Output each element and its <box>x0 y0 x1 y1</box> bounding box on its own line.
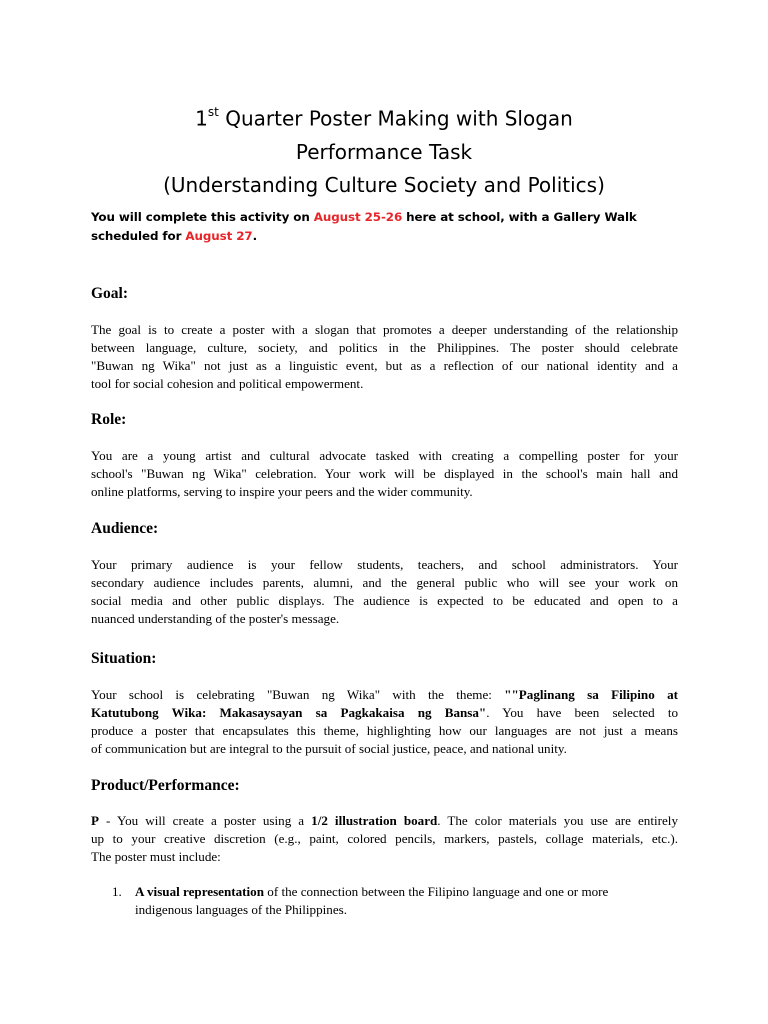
situation-line: of communication but are integral to the pursuit of social justice, peace, and national unity. <box>91 741 567 757</box>
title-line-2: Performance Task <box>295 139 473 164</box>
goal-line: "Buwan ng Wika" not just as a linguistic event, but as a reflection of our national identity and a <box>91 358 678 374</box>
situation-line <box>91 704 678 722</box>
role-line: school's "Buwan ng Wika" celebration. Your work will be displayed in the school's main hall and <box>91 466 678 482</box>
situation-heading: Situation: <box>91 650 157 667</box>
audience-heading: Audience: <box>91 520 159 537</box>
product-section <box>91 776 678 866</box>
audience-line: Your primary audience is your fellow students, teachers, and school administrators. Your <box>91 557 678 572</box>
intro-text-3: . <box>252 229 257 243</box>
situation-line <box>91 686 678 704</box>
title-number: 1 <box>195 106 208 131</box>
product-line <box>91 812 678 830</box>
theme-text: Katutubong Wika: Makasaysayan sa Pagkakaisa ng Bansa" <box>91 705 487 721</box>
product-text: . The color materials you use are entirely <box>437 813 678 828</box>
intro-schedule <box>91 208 691 246</box>
goal-heading: Goal: <box>91 285 129 302</box>
audience-paragraph <box>91 556 678 628</box>
product-label: P <box>91 813 99 828</box>
audience-line: nuanced understanding of the poster's message. <box>91 611 340 627</box>
product-line: up to your creative discretion (e.g., paint, colored pencils, markers, pastels, collage materials, etc.). <box>91 831 678 847</box>
product-line: The poster must include: <box>91 849 221 865</box>
gallery-walk-date: August 27 <box>185 229 253 243</box>
product-paragraph <box>91 812 678 866</box>
title-ordinal-suffix: st <box>207 105 219 119</box>
title-line-1 <box>0 98 768 136</box>
situation-text: . You have been selected to <box>486 705 678 721</box>
list-item-bold: A visual representation <box>135 884 265 899</box>
audience-section <box>91 519 678 628</box>
title-line-3: (Understanding Culture Society and Politics) <box>163 172 605 197</box>
audience-line: social media and other public displays. The audience is expected to be educated and open to a <box>91 593 678 609</box>
situation-section <box>91 649 678 758</box>
role-line: You are a young artist and cultural advocate tasked with creating a compelling poster for your <box>91 448 678 463</box>
title-text: Quarter Poster Making with Slogan <box>218 106 573 131</box>
situation-paragraph <box>91 686 678 758</box>
list-item-body <box>135 883 695 919</box>
list-item-text: of the connection between the Filipino language and one or more <box>264 884 609 899</box>
role-section <box>91 410 678 501</box>
theme-text: ""Paglinang sa Filipino at <box>504 687 678 702</box>
document-title <box>0 98 768 202</box>
activity-date: August 25-26 <box>313 210 403 224</box>
intro-text-2: here at school, with a Gallery Walk scheduled for <box>91 210 637 243</box>
goal-line: The goal is to create a poster with a slogan that promotes a deeper understanding of the relationship <box>91 322 678 337</box>
intro-text-1: You will complete this activity on <box>91 210 314 224</box>
product-heading: Product/Performance: <box>91 777 240 794</box>
role-paragraph <box>91 447 678 501</box>
product-text: - You will create a poster using a <box>99 813 312 828</box>
situation-text: Your school is celebrating "Buwan ng Wika" with the theme: <box>91 687 505 702</box>
list-item-text: indigenous languages of the Philippines. <box>135 902 348 918</box>
role-heading: Role: <box>91 411 127 428</box>
goal-paragraph <box>91 321 678 393</box>
material-text: 1/2 illustration board <box>311 813 438 828</box>
situation-line: produce a poster that encapsulates this theme, highlighting how our languages are not just a means <box>91 723 678 739</box>
goal-section <box>91 284 678 393</box>
goal-line: tool for social cohesion and political empowerment. <box>91 376 364 392</box>
goal-line: between language, culture, society, and politics in the Philippines. The poster should celebrate <box>91 340 678 356</box>
audience-line: secondary audience includes parents, alumni, and the general public who will see your work on <box>91 575 678 591</box>
list-item-number: 1. <box>112 884 122 899</box>
role-line: online platforms, serving to inspire your peers and the wider community. <box>91 484 473 500</box>
